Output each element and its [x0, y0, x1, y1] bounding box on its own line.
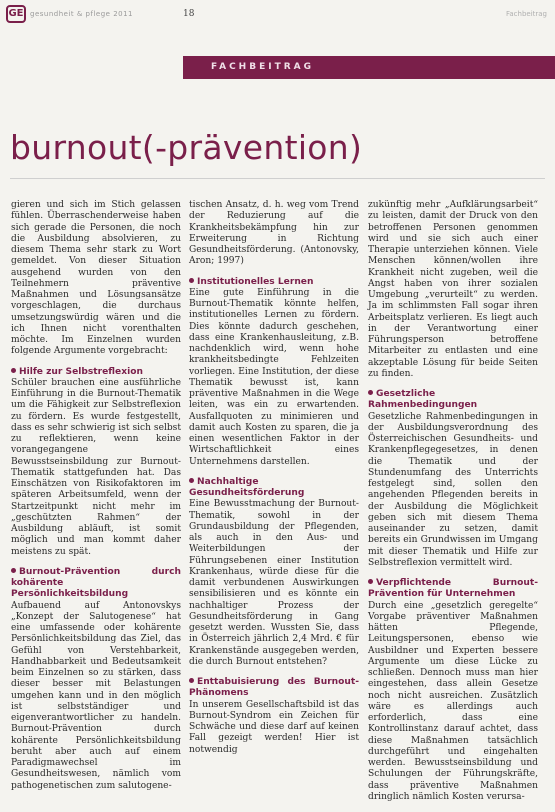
- bullet-dot-icon: [189, 278, 194, 283]
- paragraph: Eine gute Einführung in die Burnout-Thematik könnte helfen, institutionelles Lernen zu fördern. Dies könnte dadurch geschehen, dass eine Krankenhausleitung, z.B. nachdenklich wird, wenn hohe krankheitsbedingte Fehlzeiten vorliegen. Eine Institution, der diese Thematik bewusst ist, kann präventive Maßnahmen in die Wege leiten, was ein zu erwartenden. Ausfallquoten zu minimieren und damit auch Kosten zu sparen, die ja einen wesentlichen Faktor in der Wirtschaftlichkeit eines Unternehmens darstellen.: [189, 287, 359, 467]
- publisher-logo: GE: [6, 5, 26, 23]
- section-heading-text: Institutionelles Lernen: [197, 276, 314, 287]
- section-heading-text: Enttabuisierung des Burnout-Phänomens: [189, 677, 359, 699]
- section-heading: [368, 389, 538, 412]
- article-title: burnout(-prävention): [10, 128, 363, 167]
- section-heading-text: Verpflichtende Burnout-Prävention für Unternehmen: [368, 578, 538, 600]
- paragraph: Gesetzliche Rahmenbedingungen in der Ausbildungsverordnung des Österreichischen Gesundheits- und Krankenpflegegesetzes, in denen die Thematik und der Stundenumfang des Unterrichts festgelegt sind, sollen den angehenden Pflegenden bereits in der Ausbildung die Möglichkeit geben sich mit diesem Thema auseinander zu setzen, damit bereits ein Grundwissen im Umgang mit dieser Thematik und Hilfe zur Selbstreflexion vermittelt wird.: [368, 411, 538, 568]
- running-header-left: gesundheit & pflege 2011: [30, 10, 134, 18]
- text-column-1: [11, 200, 181, 801]
- text-column-2: [189, 200, 359, 765]
- bullet-dot-icon: [189, 678, 194, 683]
- section-heading: [189, 477, 359, 500]
- section-heading-text: Burnout-Prävention durch kohärente Persönlichkeitsbildung: [11, 566, 181, 600]
- section-heading: [189, 677, 359, 700]
- running-header-right: Fachbeitrag: [505, 10, 547, 18]
- paragraph: In unserem Gesellschaftsbild ist das Burnout-Syndrom ein Zeichen für Schwäche und diese darf auf keinen Fall gezeigt werden! Hier ist notwendig: [189, 699, 359, 755]
- paragraph: Aufbauend auf Antonovskys „Konzept der Salutogenese“ hat eine umfassende oder kohärente Persönlichkeitsbildung das Ziel, das Gefühl von Verstehbarkeit, Handhabbarkeit und Bedeutsamkeit beim Einzelnen so zu stärken, dass dieser besser mit Belastungen umgehen kann und in den möglich ist selbstständiger und eigenverantwortlicher zu handeln. Burnout-Prävention durch kohärente Persönlichkeitsbildung beruht aber auch auf einem Paradigmawechsel im Gesundheitswesen, nämlich vom pathogenetischen zum salutogene-: [11, 600, 181, 791]
- paragraph: zukünftig mehr „Aufklärungsarbeit“ zu leisten, damit der Druck von den betroffenen Personen genommen wird und sie sich auch einer Therapie unterziehen können. Viele Menschen können/wollen ihre Krankheit nicht zugeben, weil die Angst haben von ihrer sozialen Umgebung „verurteilt“ zu werden. Ja im schlimmsten Fall sogar ihren Arbeitsplatz verlieren. Es liegt auch in der Verantwortung einer Führungsperson betroffene Mitarbeiter zu entlasten und eine akzeptable Lösung für beide Seiten zu finden.: [368, 200, 538, 379]
- bullet-dot-icon: [368, 390, 373, 395]
- paragraph: Schüler brauchen eine ausführliche Einführung in die Burnout-Thematik um die Fähigkeit zur Selbstreflexion zu fördern. Es wurde festgestellt, dass es sehr schwierig ist sich selbst zu reflektieren, wenn keine vorangegangene Bewusstseinsbildung zur Burnout-Thematik stattgefunden hat. Das Einschätzen von Risikofaktoren im späteren Arbeitsumfeld, wenn der Startzeitpunkt nicht mehr im „geschützten Rahmen“ der Ausbildung abläuft, ist somit möglich und man kommt daher meistens zu spät.: [11, 377, 181, 557]
- text-column-3: [368, 200, 538, 812]
- paragraph: tischen Ansatz, d. h. weg vom Trend der Reduzierung auf die Krankheitsbekämpfung hin zur Erweiterung in Richtung Gesundheitsförderung. (Antonovsky, Aron; 1997): [189, 200, 359, 267]
- section-band: FACHBEITRAG: [183, 56, 555, 79]
- title-divider: [10, 178, 545, 179]
- bullet-dot-icon: [368, 579, 373, 584]
- bullet-dot-icon: [11, 568, 16, 573]
- page-number: 18: [183, 9, 195, 19]
- section-heading: [11, 567, 181, 601]
- section-heading-text: Gesetzliche Rahmenbedingungen: [368, 389, 478, 411]
- paragraph: Eine Bewusstmachung der Burnout-Thematik, sowohl in der Grundausbildung der Pflegenden, als auch in den Aus- und Weiterbildungen der Führungsebenen einer Institution Krankenhaus, würde diese für die damit verbundenen Auswirkungen sensibilisieren und es könnte ein nachhaltiger Prozess der Gesundheitsförderung in Gang gesetzt werden. Wussten Sie, dass in Österreich jährlich 2,4 Mrd. € für Krankenstände ausgegeben werden, die durch Burnout entstehen?: [189, 499, 359, 667]
- bullet-dot-icon: [11, 368, 16, 373]
- bullet-dot-icon: [189, 478, 194, 483]
- section-heading-text: Hilfe zur Selbstreflexion: [19, 366, 143, 377]
- paragraph: gieren und sich im Stich gelassen fühlen. Überraschenderweise haben sich gerade die Personen, die noch die Ausbildung absolvieren, zu diesem Thema sehr stark zu Wort gemeldet. Von dieser Situation ausgehend wurden von den Teilnehmern präventive Maßnahmen und Lösungsansätze vorgeschlagen, die durchaus umsetzungswürdig wären und die ich Ihnen nicht vorenthalten möchte. Im Einzelnen wurden folgende Argumente vorgebracht:: [11, 200, 181, 357]
- page-header: [0, 0, 555, 30]
- section-heading: [189, 277, 359, 288]
- section-heading: [11, 367, 181, 378]
- paragraph: Durch eine „gesetzlich geregelte“ Vorgabe präventiver Maßnahmen hätten Pflegende, Leitungspersonen, ebenso wie Ausbildner und Experten bessere Argumente um diese Lücke zu schließen. Dennoch muss man hier eingestehen, dass allein Gesetze noch nicht ausreichen. Zusätzlich wäre es allerdings auch erforderlich, dass eine Kontrollinstanz darauf achtet, dass diese Maßnahmen tatsächlich durchgeführt und eingehalten werden. Bewusstseinsbildung und Schulungen der Führungskräfte, dass präventive Maßnahmen dringlich nämlich Kosten verursa-: [368, 600, 538, 802]
- section-heading-text: Nachhaltige Gesundheitsförderung: [189, 476, 305, 498]
- section-heading: [368, 578, 538, 601]
